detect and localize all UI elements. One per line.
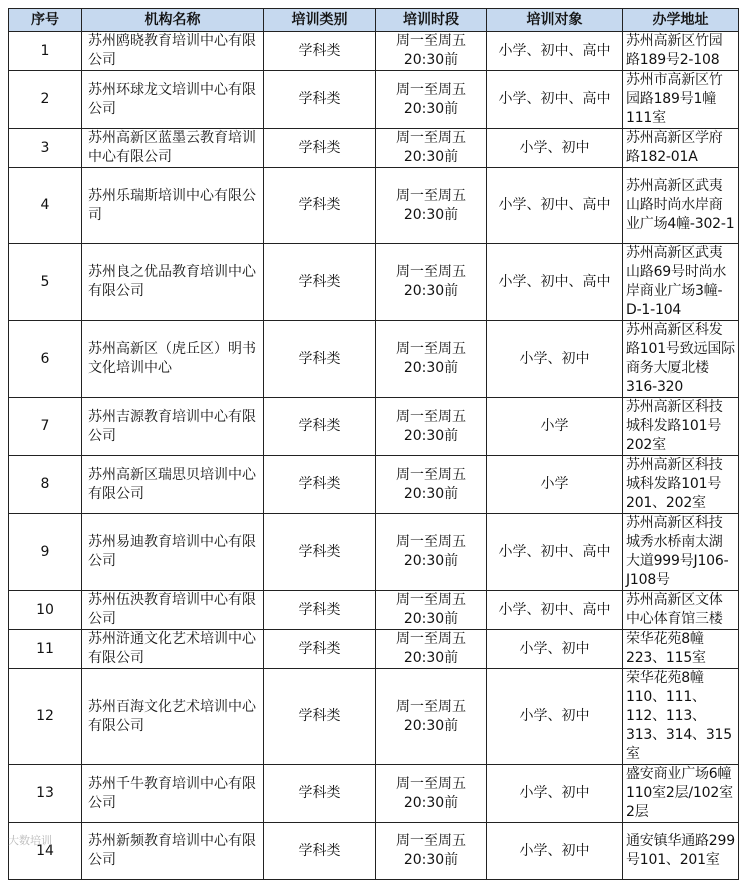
training-institutions-table [8, 8, 739, 880]
cell-time: 周一至周五20:30前 [376, 244, 487, 321]
cell-name: 苏州高新区（虎丘区）明书文化培训中心 [82, 321, 264, 398]
cell-time: 周一至周五20:30前 [376, 129, 487, 168]
cell-time: 周一至周五20:30前 [376, 32, 487, 71]
table-row [9, 456, 739, 514]
table-row [9, 129, 739, 168]
cell-category: 学科类 [264, 591, 376, 630]
cell-target: 小学、初中 [487, 129, 623, 168]
cell-address: 苏州高新区科技城科发路101号201、202室 [623, 456, 739, 514]
cell-category: 学科类 [264, 669, 376, 765]
cell-time: 周一至周五20:30前 [376, 514, 487, 591]
table-row [9, 71, 739, 129]
cell-no: 4 [9, 168, 82, 244]
cell-name: 苏州浒通文化艺术培训中心有限公司 [82, 630, 264, 669]
cell-target: 小学、初中、高中 [487, 71, 623, 129]
cell-category: 学科类 [264, 71, 376, 129]
cell-target: 小学 [487, 456, 623, 514]
cell-time: 周一至周五20:30前 [376, 168, 487, 244]
cell-address: 苏州高新区竹园路189号2-108 [623, 32, 739, 71]
cell-address: 荣华花苑8幢110、111、112、113、313、314、315室 [623, 669, 739, 765]
cell-target: 小学、初中、高中 [487, 591, 623, 630]
cell-target: 小学、初中 [487, 823, 623, 880]
cell-no: 6 [9, 321, 82, 398]
cell-target: 小学、初中 [487, 765, 623, 823]
cell-address: 苏州高新区文体中心体育馆三楼 [623, 591, 739, 630]
cell-time: 周一至周五20:30前 [376, 765, 487, 823]
cell-category: 学科类 [264, 168, 376, 244]
table-row [9, 244, 739, 321]
cell-no: 2 [9, 71, 82, 129]
cell-address: 荣华花苑8幢223、115室 [623, 630, 739, 669]
cell-category: 学科类 [264, 514, 376, 591]
cell-name: 苏州百海文化艺术培训中心有限公司 [82, 669, 264, 765]
table-row [9, 591, 739, 630]
cell-category: 学科类 [264, 765, 376, 823]
cell-address: 苏州市高新区竹园路189号1幢111室 [623, 71, 739, 129]
cell-name: 苏州良之优品教育培训中心有限公司 [82, 244, 264, 321]
cell-name: 苏州乐瑞斯培训中心有限公司 [82, 168, 264, 244]
cell-no: 14 [9, 823, 82, 880]
cell-no: 9 [9, 514, 82, 591]
cell-no: 5 [9, 244, 82, 321]
cell-name: 苏州易迪教育培训中心有限公司 [82, 514, 264, 591]
cell-address: 苏州高新区科发路101号致远国际商务大厦北楼316-320 [623, 321, 739, 398]
cell-name: 苏州环球龙文培训中心有限公司 [82, 71, 264, 129]
cell-time: 周一至周五20:30前 [376, 823, 487, 880]
cell-time: 周一至周五20:30前 [376, 321, 487, 398]
header-category: 培训类别 [264, 9, 376, 32]
cell-address: 苏州高新区学府路182-01A [623, 129, 739, 168]
cell-target: 小学、初中、高中 [487, 32, 623, 71]
cell-address: 盛安商业广场6幢110室2层/102室2层 [623, 765, 739, 823]
table-row [9, 398, 739, 456]
table-row [9, 514, 739, 591]
cell-time: 周一至周五20:30前 [376, 591, 487, 630]
cell-target: 小学、初中、高中 [487, 168, 623, 244]
cell-category: 学科类 [264, 129, 376, 168]
cell-category: 学科类 [264, 456, 376, 514]
cell-category: 学科类 [264, 244, 376, 321]
cell-address: 苏州高新区科技城科发路101号202室 [623, 398, 739, 456]
cell-category: 学科类 [264, 630, 376, 669]
header-no: 序号 [9, 9, 82, 32]
cell-target: 小学、初中 [487, 321, 623, 398]
cell-target: 小学、初中 [487, 669, 623, 765]
table-row [9, 630, 739, 669]
cell-name: 苏州高新区蓝墨云教育培训中心有限公司 [82, 129, 264, 168]
cell-name: 苏州千牛教育培训中心有限公司 [82, 765, 264, 823]
header-target: 培训对象 [487, 9, 623, 32]
cell-no: 8 [9, 456, 82, 514]
table-row [9, 32, 739, 71]
header-address: 办学地址 [623, 9, 739, 32]
cell-name: 苏州新频教育培训中心有限公司 [82, 823, 264, 880]
table-row [9, 168, 739, 244]
cell-name: 苏州吉源教育培训中心有限公司 [82, 398, 264, 456]
cell-no: 11 [9, 630, 82, 669]
cell-target: 小学、初中、高中 [487, 244, 623, 321]
cell-target: 小学 [487, 398, 623, 456]
cell-address: 通安镇华通路299号101、201室 [623, 823, 739, 880]
cell-no: 13 [9, 765, 82, 823]
table-row [9, 765, 739, 823]
cell-category: 学科类 [264, 321, 376, 398]
cell-time: 周一至周五20:30前 [376, 398, 487, 456]
cell-name: 苏州伍泱教育培训中心有限公司 [82, 591, 264, 630]
cell-name: 苏州鸥晓教育培训中心有限公司 [82, 32, 264, 71]
cell-no: 12 [9, 669, 82, 765]
cell-time: 周一至周五20:30前 [376, 71, 487, 129]
cell-time: 周一至周五20:30前 [376, 456, 487, 514]
cell-no: 3 [9, 129, 82, 168]
cell-category: 学科类 [264, 823, 376, 880]
table-row [9, 321, 739, 398]
table-row [9, 669, 739, 765]
cell-address: 苏州高新区武夷山路时尚水岸商业广场4幢-302-1 [623, 168, 739, 244]
cell-address: 苏州高新区科技城秀水桥南太湖大道999号J106-J108号 [623, 514, 739, 591]
table-row [9, 823, 739, 880]
cell-target: 小学、初中、高中 [487, 514, 623, 591]
cell-address: 苏州高新区武夷山路69号时尚水岸商业广场3幢-D-1-104 [623, 244, 739, 321]
cell-category: 学科类 [264, 398, 376, 456]
cell-time: 周一至周五20:30前 [376, 630, 487, 669]
table-header-row [9, 9, 739, 32]
cell-no: 10 [9, 591, 82, 630]
cell-time: 周一至周五20:30前 [376, 669, 487, 765]
cell-category: 学科类 [264, 32, 376, 71]
header-name: 机构名称 [82, 9, 264, 32]
header-time: 培训时段 [376, 9, 487, 32]
cell-name: 苏州高新区瑞思贝培训中心有限公司 [82, 456, 264, 514]
cell-target: 小学、初中 [487, 630, 623, 669]
cell-no: 7 [9, 398, 82, 456]
cell-no: 1 [9, 32, 82, 71]
watermark-text: 大数培训 [8, 834, 52, 847]
